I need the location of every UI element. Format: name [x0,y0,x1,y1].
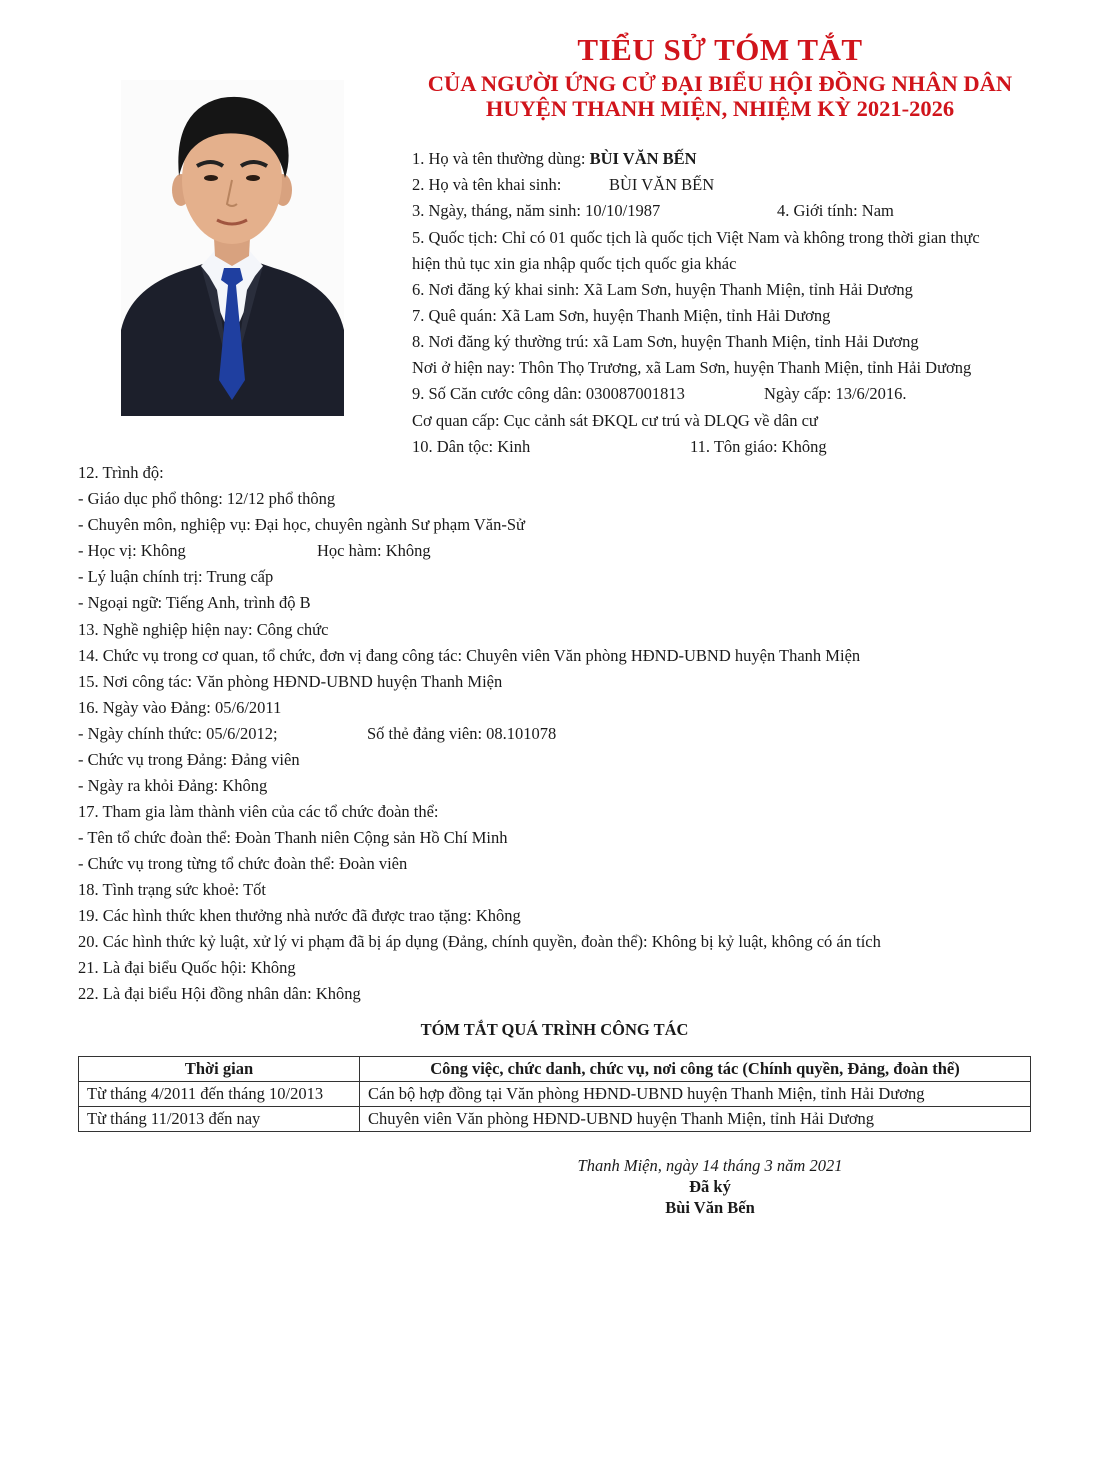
gender: 4. Giới tính: Nam [777,201,894,220]
work-history-title: TÓM TẮT QUÁ TRÌNH CÔNG TÁC [420,1020,689,1039]
nationality-line-2: hiện thủ tục xin gia nhập quốc tịch quốc gia khác [412,254,737,273]
permanent-residence: 8. Nơi đăng ký thường trú: xã Lam Sơn, huyện Thanh Miện, tỉnh Hải Dương [412,332,919,351]
document-subtitle-term: HUYỆN THANH MIỆN, NHIỆM KỲ 2021-2026 [485,96,955,121]
ethnicity: 10. Dân tộc: Kinh [412,437,531,456]
occupation: 13. Nghề nghiệp hiện nay: Công chức [78,620,329,639]
degree: - Học vị: Không [78,541,186,560]
party-leave-date: - Ngày ra khỏi Đảng: Không [78,776,268,795]
common-name-value: BÙI VĂN BẾN [589,149,697,168]
signature-block [560,1155,860,1218]
common-name-line [412,149,697,169]
discipline: 20. Các hình thức kỷ luật, xử lý vi phạm đã bị áp dụng (Đảng, chính quyền, đoàn thể): Không bị kỷ luật, không có án tích [78,932,881,951]
signature-status: Đã ký [689,1177,731,1196]
national-assembly-membership: 21. Là đại biểu Quốc hội: Không [78,958,296,977]
candidate-portrait [121,80,344,416]
id-issue-date: Ngày cấp: 13/6/2016. [764,384,907,403]
party-card-number: Số thẻ đảng viên: 08.101078 [367,724,557,743]
party-join-date: 16. Ngày vào Đảng: 05/6/2011 [78,698,282,717]
party-official-date: - Ngày chính thức: 05/6/2012; [78,724,278,743]
document-subtitle: CỦA NGƯỜI ỨNG CỬ ĐẠI BIỂU HỘI ĐỒNG NHÂN DÂN [427,71,1013,96]
hometown: 7. Quê quán: Xã Lam Sơn, huyện Thanh Miện, tỉnh Hải Dương [412,306,831,325]
birth-registration-place: 6. Nơi đăng ký khai sinh: Xã Lam Sơn, huyện Thanh Miện, tỉnh Hải Dương [412,280,913,299]
birth-name-label: 2. Họ và tên khai sinh: [412,175,562,194]
political-theory: - Lý luận chính trị: Trung cấp [78,567,274,586]
signature-name: Bùi Văn Bến [665,1198,755,1217]
common-name-label: 1. Họ và tên thường dùng: [412,149,590,168]
organizations-heading: 17. Tham gia làm thành viên của các tổ chức đoàn thể: [78,802,439,821]
organization-name: - Tên tổ chức đoàn thể: Đoàn Thanh niên Cộng sản Hồ Chí Minh [78,828,508,847]
work-history-table [78,1056,1031,1132]
table-row [79,1107,1031,1132]
table-row [79,1082,1031,1107]
table-cell-time: Từ tháng 11/2013 đến nay [79,1107,360,1132]
table-cell-work: Cán bộ hợp đồng tại Văn phòng HĐND-UBND huyện Thanh Miện, tỉnh Hải Dương [360,1082,1031,1107]
peoples-council-membership: 22. Là đại biểu Hội đồng nhân dân: Không [78,984,361,1003]
nationality-line-1: 5. Quốc tịch: Chỉ có 01 quốc tịch là quốc tịch Việt Nam và không trong thời gian thực [412,228,980,247]
foreign-language: - Ngoại ngữ: Tiếng Anh, trình độ B [78,593,311,612]
table-header-row [79,1057,1031,1082]
id-number: 9. Số Căn cước công dân: 030087001813 [412,384,685,403]
general-education: - Giáo dục phổ thông: 12/12 phổ thông [78,489,336,508]
workplace: 15. Nơi công tác: Văn phòng HĐND-UBND huyện Thanh Miện [78,672,503,691]
signature-place-date: Thanh Miện, ngày 14 tháng 3 năm 2021 [577,1156,843,1175]
current-residence: Nơi ở hiện nay: Thôn Thọ Trương, xã Lam Sơn, huyện Thanh Miện, tỉnh Hải Dương [412,358,972,377]
party-position: - Chức vụ trong Đảng: Đảng viên [78,750,300,769]
education-heading: 12. Trình độ: [78,463,164,482]
organization-position: - Chức vụ trong từng tổ chức đoàn thể: Đoàn viên [78,854,408,873]
religion: 11. Tôn giáo: Không [690,437,827,456]
birth-name-value: BÙI VĂN BẾN [609,175,715,194]
specialization: - Chuyên môn, nghiệp vụ: Đại học, chuyên ngành Sư phạm Văn-Sử [78,515,525,534]
health-status: 18. Tình trạng sức khoẻ: Tốt [78,880,266,899]
awards: 19. Các hình thức khen thưởng nhà nước đã được trao tặng: Không [78,906,521,925]
position: 14. Chức vụ trong cơ quan, tổ chức, đơn vị đang công tác: Chuyên viên Văn phòng HĐND-UBND huyện Thanh Miện [78,646,861,665]
column-header-time: Thời gian [79,1057,360,1082]
table-cell-time: Từ tháng 4/2011 đến tháng 10/2013 [79,1082,360,1107]
id-issuer: Cơ quan cấp: Cục cảnh sát ĐKQL cư trú và DLQG về dân cư [412,411,818,430]
column-header-work: Công việc, chức danh, chức vụ, nơi công tác (Chính quyền, Đảng, đoàn thể) [360,1057,1031,1082]
document-title: TIỂU SỬ TÓM TẮT [577,32,863,67]
table-cell-work: Chuyên viên Văn phòng HĐND-UBND huyện Thanh Miện, tỉnh Hải Dương [360,1107,1031,1132]
academic-title: Học hàm: Không [317,541,431,560]
date-of-birth: 3. Ngày, tháng, năm sinh: 10/10/1987 [412,201,661,220]
